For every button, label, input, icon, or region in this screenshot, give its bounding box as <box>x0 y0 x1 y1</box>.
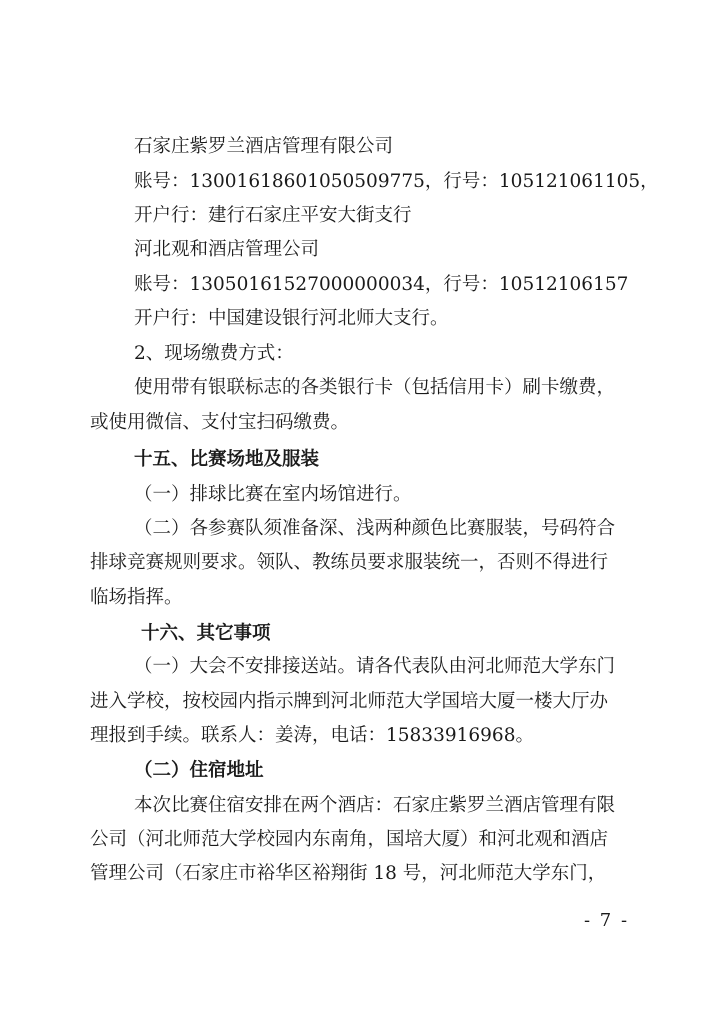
section-15-item-2-line-2: 排球竞赛规则要求。领队、教练员要求服装统一，否则不得进行 <box>90 552 609 573</box>
section-15-item-2-line-3: 临场指挥。 <box>90 587 183 608</box>
section-16-item-2-line-2: 公司（河北师范大学校园内东南角，国培大厦）和河北观和酒店 <box>90 829 609 850</box>
company1-name: 石家庄紫罗兰酒店管理有限公司 <box>134 136 394 157</box>
section-16-item-1-line-1: （一）大会不安排接送站。请各代表队由河北师范大学东门 <box>134 656 616 677</box>
section-15-item-1: （一）排球比赛在室内场馆进行。 <box>134 484 412 505</box>
company2-account: 账号：13050161527000000034，行号：10512106157 <box>134 274 629 295</box>
company2-bank: 开户行：中国建设银行河北师大支行。 <box>134 308 449 329</box>
onsite-payment-line-1: 使用带有银联标志的各类银行卡（包括信用卡）刷卡缴费， <box>134 377 616 398</box>
company2-name: 河北观和酒店管理公司 <box>134 239 320 260</box>
onsite-payment-line-2: 或使用微信、支付宝扫码缴费。 <box>90 412 350 433</box>
section-16-item-1-line-3: 理报到手续。联系人：姜涛，电话：15833916968。 <box>90 725 534 746</box>
section-16-item-2-heading: （二）住宿地址 <box>134 760 264 781</box>
section-16-item-1-line-2: 进入学校，按校园内指示牌到河北师范大学国培大厦一楼大厅办 <box>90 691 609 712</box>
section-16-heading: 十六、其它事项 <box>141 623 271 644</box>
section-16-item-2-line-3: 管理公司（石家庄市裕华区裕翔街 18 号，河北师范大学东门， <box>90 863 607 884</box>
section-15-heading: 十五、比赛场地及服装 <box>134 449 320 470</box>
section-15-item-2-line-1: （二）各参赛队须准备深、浅两种颜色比赛服装，号码符合 <box>134 518 616 539</box>
page-number: - 7 - <box>584 910 630 931</box>
onsite-payment-heading: 2、现场缴费方式： <box>134 343 294 364</box>
company1-account: 账号：13001618601050509775，行号：105121061105， <box>134 171 659 192</box>
section-16-item-2-line-1: 本次比赛住宿安排在两个酒店：石家庄紫罗兰酒店管理有限 <box>134 795 616 816</box>
company1-bank: 开户行：建行石家庄平安大街支行 <box>134 205 412 226</box>
